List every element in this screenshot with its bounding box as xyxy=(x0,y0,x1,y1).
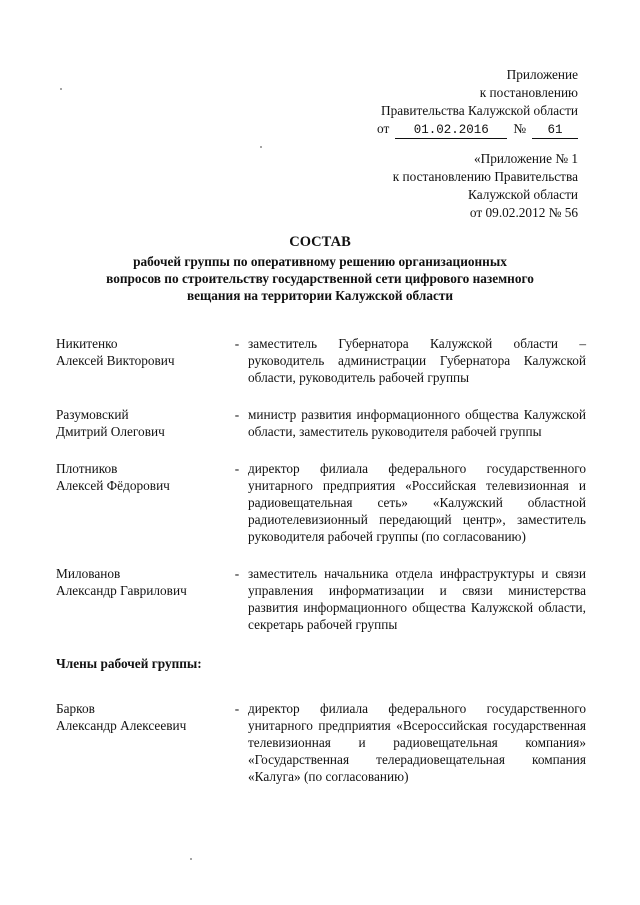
dash-separator: - xyxy=(234,701,240,716)
member-surname: Барков xyxy=(56,701,95,716)
subtitle-line: рабочей группы по оперативному решению организационных xyxy=(133,254,507,269)
scan-speck xyxy=(190,858,192,860)
document-subtitle xyxy=(0,253,640,304)
member-surname: Разумовский xyxy=(56,407,129,422)
member-entry xyxy=(56,700,586,785)
quoted-header-line: «Приложение № 1 xyxy=(474,151,578,166)
member-role: заместитель начальника отдела инфраструктуры и связи управления информатизации и связи министерства развития информационного общества Калужской области, секретарь рабочей группы xyxy=(248,566,586,632)
number-prefix: № xyxy=(513,121,526,136)
appendix-header-line: Правительства Калужской области xyxy=(381,103,578,118)
member-name xyxy=(56,335,226,386)
member-name xyxy=(56,700,226,785)
member-surname: Милованов xyxy=(56,566,121,581)
leader-entry xyxy=(56,565,586,633)
appendix-header-line: Приложение xyxy=(506,67,578,82)
scan-speck xyxy=(60,88,62,90)
quoted-header-line: Калужской области xyxy=(468,187,578,202)
leader-entry xyxy=(56,406,586,440)
subtitle-line: вещания на территории Калужской области xyxy=(186,288,454,303)
member-given-names: Алексей Викторович xyxy=(56,353,175,368)
member-surname: Никитенко xyxy=(56,336,118,351)
member-given-names: Дмитрий Олегович xyxy=(56,424,165,439)
number-value: 61 xyxy=(532,123,578,139)
date-value: 01.02.2016 xyxy=(395,123,507,139)
member-role: заместитель Губернатора Калужской области – руководитель администрации Губернатора Калужской области, руководитель рабочей группы xyxy=(248,336,586,385)
dash-separator: - xyxy=(234,461,240,476)
member-role: директор филиала федерального государственного унитарного предприятия «Российская телевизионная и радиовещательная сеть» «Калужский областной радиотелевизионный передающий центр», заместитель руководителя рабочей группы (по согласованию) xyxy=(248,461,586,544)
appendix-date-line xyxy=(377,120,578,139)
subtitle-line: вопросов по строительству государственной сети цифрового наземного xyxy=(106,271,534,286)
member-role: директор филиала федерального государственного унитарного предприятия «Всероссийская государственная телевизионная и радиовещательная компания» «Государственная телерадиовещательная компания «Калуга» (по согласованию) xyxy=(248,701,586,784)
appendix-header xyxy=(377,66,578,139)
quoted-header-line: к постановлению Правительства xyxy=(392,169,578,184)
dash-separator: - xyxy=(234,566,240,581)
document-title: СОСТАВ xyxy=(289,234,351,250)
member-given-names: Александр Гаврилович xyxy=(56,583,187,598)
quoted-header-line: от 09.02.2012 № 56 xyxy=(469,205,578,220)
scan-speck xyxy=(260,146,262,148)
dash-separator: - xyxy=(234,407,240,422)
member-given-names: Алексей Фёдорович xyxy=(56,478,170,493)
members-heading: Члены рабочей группы: xyxy=(56,656,202,671)
quoted-appendix-header xyxy=(393,150,578,222)
members-list xyxy=(56,335,586,805)
member-role: министр развития информационного общества Калужской области, заместитель руководителя рабочей группы xyxy=(248,407,586,439)
member-name xyxy=(56,460,226,545)
member-surname: Плотников xyxy=(56,461,118,476)
dash-separator: - xyxy=(234,336,240,351)
leader-entry xyxy=(56,335,586,386)
leader-entry xyxy=(56,460,586,545)
appendix-header-line: к постановлению xyxy=(479,85,578,100)
member-name xyxy=(56,406,226,440)
member-given-names: Александр Алексеевич xyxy=(56,718,187,733)
member-name xyxy=(56,565,226,633)
date-prefix: от xyxy=(377,121,390,136)
